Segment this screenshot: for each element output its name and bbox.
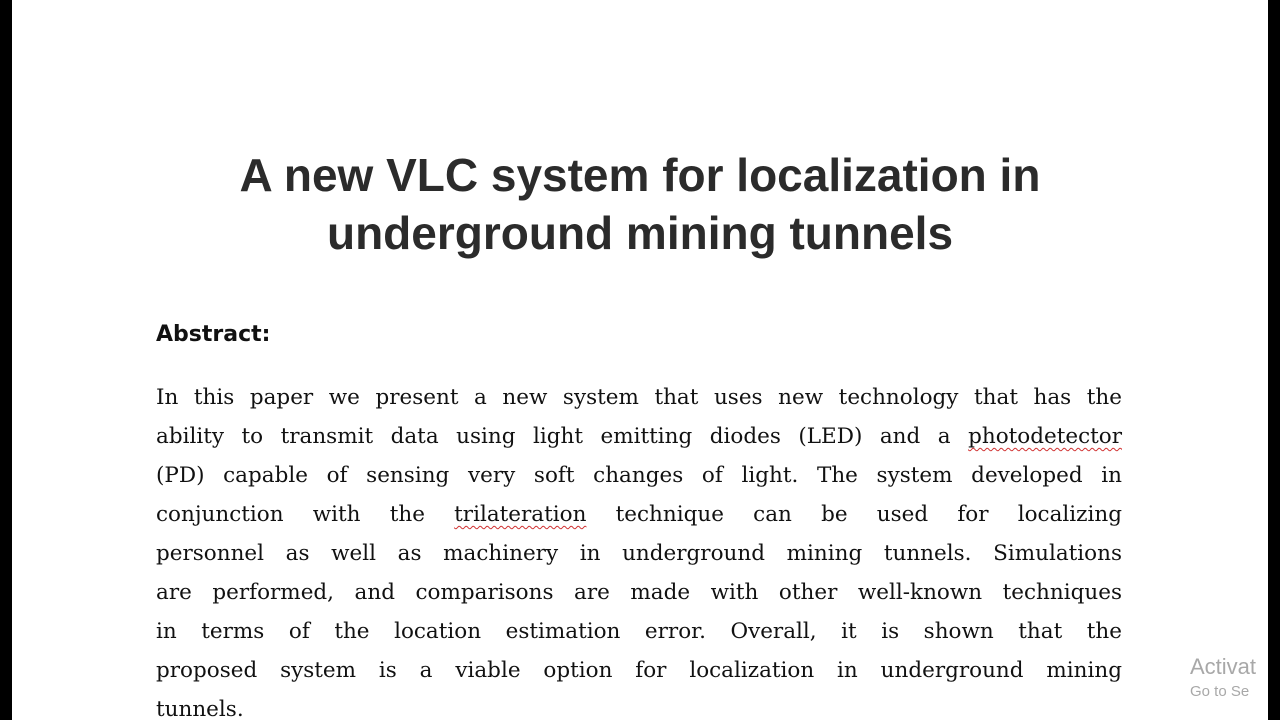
abstract-text: conjunction with the (156, 502, 455, 527)
document-title (12, 146, 1268, 262)
watermark-line-2: Go to Se (1190, 683, 1250, 700)
abstract-heading: Abstract: (156, 322, 271, 347)
abstract-line (156, 573, 1122, 612)
abstract-line (156, 651, 1122, 690)
abstract-text: tunnels. (156, 697, 244, 720)
title-line: underground mining tunnels (326, 207, 954, 259)
abstract-line (156, 495, 1122, 534)
abstract-text: proposed system is a viable option for localization in underground mining (156, 658, 1122, 683)
abstract-line (156, 612, 1122, 651)
spellcheck-word[interactable]: trilateration (454, 502, 587, 527)
abstract-line (156, 456, 1122, 495)
abstract-paragraph (156, 378, 1122, 720)
activation-watermark (1190, 652, 1256, 702)
abstract-text: technique can be used for localizing (586, 502, 1122, 527)
document-page (12, 0, 1268, 720)
abstract-text: personnel as well as machinery in underground mining tunnels. Simulations (156, 541, 1122, 566)
abstract-line (156, 417, 1122, 456)
abstract-text: are performed, and comparisons are made with other well-known techniques (156, 580, 1122, 605)
abstract-text: in terms of the location estimation error. Overall, it is shown that the (156, 619, 1122, 644)
abstract-line (156, 690, 1122, 720)
abstract-line (156, 534, 1122, 573)
watermark-line-1: Activat (1190, 654, 1257, 679)
abstract-text: (PD) capable of sensing very soft changes of light. The system developed in (156, 463, 1122, 488)
abstract-text: ability to transmit data using light emitting diodes (LED) and a (156, 424, 969, 449)
abstract-text: In this paper we present a new system that uses new technology that has the (156, 385, 1122, 410)
spellcheck-word[interactable]: photodetector (968, 424, 1122, 449)
abstract-line (156, 378, 1122, 417)
title-line: A new VLC system for localization in (239, 149, 1041, 201)
